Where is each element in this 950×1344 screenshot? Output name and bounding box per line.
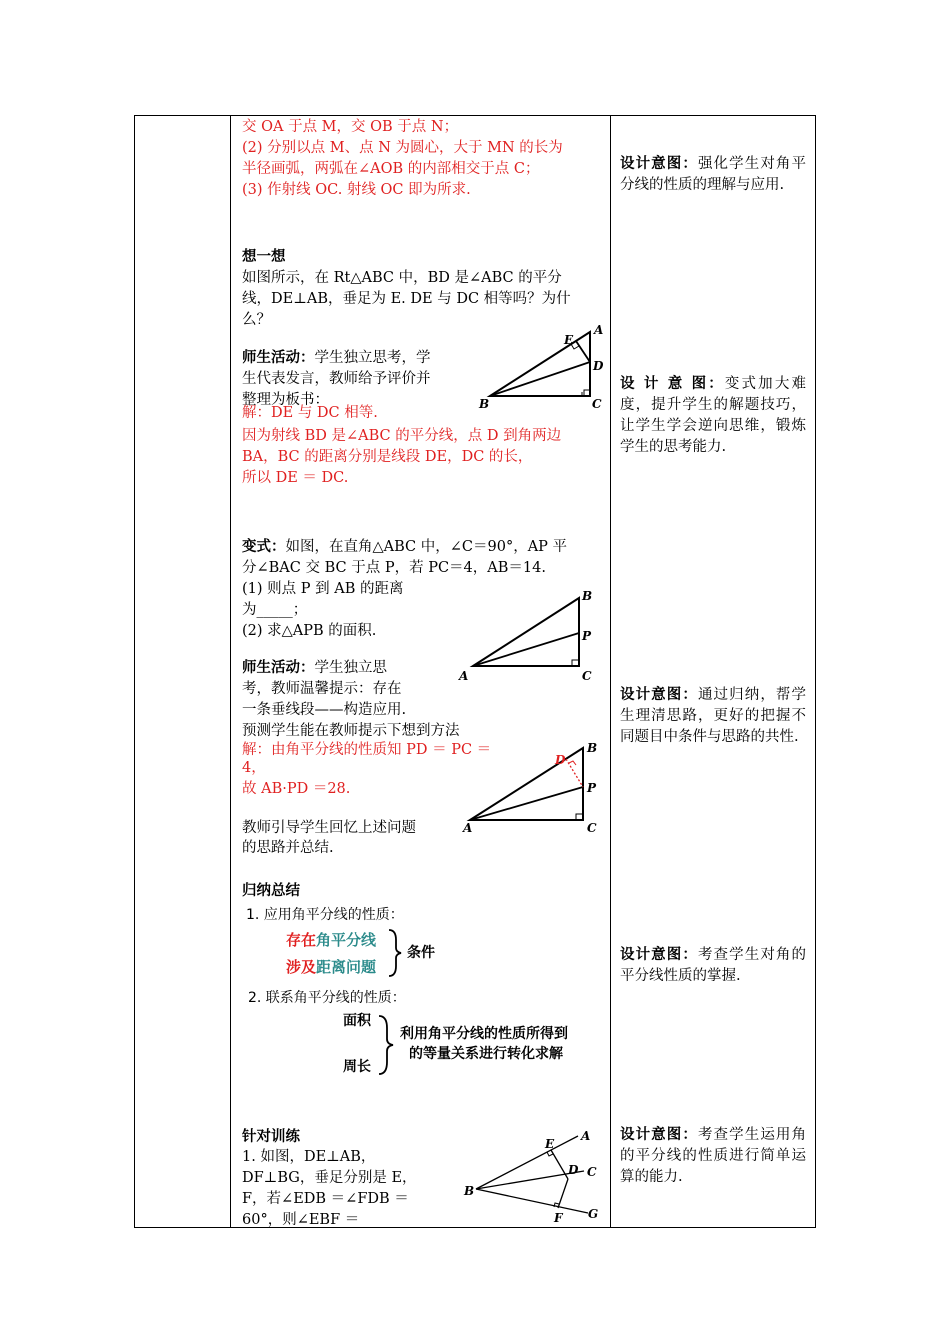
design-note: 设计意图：强化学生对角平分线的性质的理解与应用. xyxy=(620,156,807,193)
use-text: 利用角平分线的性质所得到 xyxy=(400,1026,568,1042)
variant-text: 分∠BAC 交 BC 于点 P，若 PC＝4，AB＝14. xyxy=(242,560,546,576)
label-f: F xyxy=(554,1211,563,1224)
label-c: C xyxy=(582,669,592,683)
solution-text: 因为射线 BD 是∠ABC 的平分线，点 D 到角两边 xyxy=(242,428,562,444)
variant-text: 为_____； xyxy=(242,602,308,618)
label-a: A xyxy=(581,1129,591,1143)
solution-text: BA，BC 的距离分别是线段 DE，DC 的长， xyxy=(242,449,533,465)
label-e: E xyxy=(545,1137,555,1151)
label-a: A xyxy=(594,323,604,337)
solution-text: 解：由角平分线的性质知 PD ＝ PC ＝ xyxy=(242,742,492,758)
question-text: 么？ xyxy=(242,312,271,328)
angle-figure xyxy=(460,1126,606,1224)
summary-line: 涉及距离问题 xyxy=(286,958,377,976)
training-text: DF⊥BG，垂足分别是 E， xyxy=(242,1170,417,1186)
question-text: 线，DE⊥AB，垂足为 E. DE 与 DC 相等吗？为什 xyxy=(242,291,571,307)
activity-text: 一条垂线段——构造应用. xyxy=(242,702,407,718)
section-title: 想一想 xyxy=(242,249,286,265)
label-b: B xyxy=(479,397,490,411)
step-text: 交 OA 于点 M，交 OB 于点 N； xyxy=(242,119,459,135)
area-label: 面积 xyxy=(343,1013,371,1029)
summary-item: 2. 联系角平分线的性质： xyxy=(248,990,406,1006)
activity-text: 师生活动：学生独立思考，学 xyxy=(242,350,431,366)
perimeter-label: 周长 xyxy=(343,1059,371,1075)
summary-item: 1. 应用角平分线的性质： xyxy=(246,907,404,923)
design-note: 设计意图：考查学生对角的平分线性质的掌握. xyxy=(620,947,807,984)
solution-text: 所以 DE ＝ DC. xyxy=(242,470,349,486)
label-c: C xyxy=(587,821,597,835)
use-text: 的等量关系进行转化求解 xyxy=(409,1046,563,1062)
label-b: B xyxy=(464,1184,475,1198)
label-g: G xyxy=(588,1207,599,1221)
triangle-figure-3 xyxy=(455,738,605,838)
label-d: D xyxy=(555,753,566,767)
triangle-figure-1 xyxy=(470,320,610,415)
design-note: 设 计 意 图：变式加大难度，提升学生的解题技巧，让学生学会逆向思维，锻炼学生的思考能力. xyxy=(620,376,806,455)
training-text: 1. 如图，DE⊥AB， xyxy=(242,1149,376,1165)
label-b: B xyxy=(587,741,598,755)
step-text: (2) 分别以点 M、点 N 为圆心，大于 MN 的长为 xyxy=(242,140,563,156)
design-note: 设计意图：通过归纳，帮学生理清思路，更好的把握不同题目中条件与思路的共性. xyxy=(620,687,807,745)
condition-label: 条件 xyxy=(407,945,435,961)
activity-text: 师生活动：学生独立思 xyxy=(242,660,387,676)
activity-text: 考，教师温馨提示：存在 xyxy=(242,681,402,697)
section-title: 针对训练 xyxy=(242,1129,300,1145)
section-title: 归纳总结 xyxy=(242,883,300,899)
label-d: D xyxy=(568,1163,579,1177)
label-d: D xyxy=(593,359,604,373)
brace-icon xyxy=(386,928,406,978)
guide-text: 教师引导学生回忆上述问题 xyxy=(242,820,416,836)
activity-text: 整理为板书： xyxy=(242,392,329,408)
variant-text: 变式：如图，在直角△ABC 中，∠C＝90°，AP 平 xyxy=(242,539,568,555)
label-e: E xyxy=(564,333,574,347)
variant-text: (2) 求△APB 的面积. xyxy=(242,623,377,639)
label-b: B xyxy=(582,589,593,603)
column-divider xyxy=(230,116,231,1227)
label-c: C xyxy=(592,397,602,411)
step-text: (3) 作射线 OC. 射线 OC 即为所求. xyxy=(242,182,471,198)
solution-text: 4， xyxy=(242,760,266,776)
label-c: C xyxy=(587,1165,597,1179)
training-text: F，若∠EDB ＝∠FDB ＝ xyxy=(242,1191,409,1207)
label-p: P xyxy=(587,781,597,795)
training-text: 60°，则∠EBF ＝________ xyxy=(242,1212,418,1228)
brace-icon xyxy=(376,1014,398,1076)
question-text: 如图所示，在 Rt△ABC 中，BD 是∠ABC 的平分 xyxy=(242,270,562,286)
step-text: 半径画弧，两弧在∠AOB 的内部相交于点 C； xyxy=(242,161,540,177)
solution-text: 故 AB·PD ＝28. xyxy=(242,781,351,797)
activity-text: 预测学生能在教师提示下想到方法 xyxy=(242,723,460,739)
solution-text: 解：DE 与 DC 相等. xyxy=(242,405,378,421)
variant-text: (1) 则点 P 到 AB 的距离 xyxy=(242,581,404,597)
column-divider xyxy=(610,116,611,1227)
triangle-figure-2 xyxy=(455,586,605,684)
guide-text: 的思路并总结. xyxy=(242,840,334,856)
label-a: A xyxy=(463,821,473,835)
label-p: P xyxy=(582,629,592,643)
summary-line: 存在角平分线 xyxy=(286,931,377,949)
activity-text: 生代表发言，教师给予评价并 xyxy=(242,371,431,387)
design-note: 设计意图：考查学生运用角的平分线的性质进行简单运算的能力. xyxy=(620,1127,807,1185)
label-a: A xyxy=(459,669,469,683)
